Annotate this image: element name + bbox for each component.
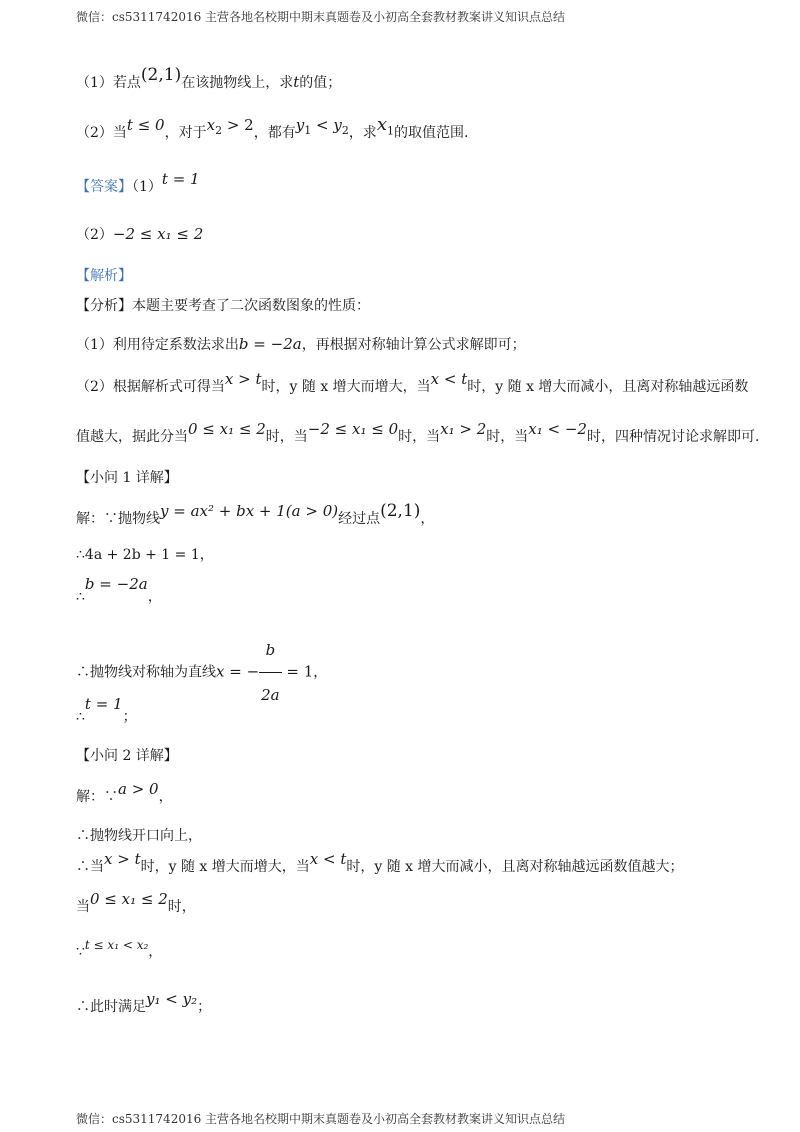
analysis-p3-cond4: x₁ < −2	[528, 420, 587, 438]
sub1-line-5	[76, 695, 137, 727]
sub1-l1-text-b: 经过点	[338, 511, 381, 527]
page-header: 微信：cs5311742016 主营各地名校期中期末真题卷及小初高全套教材教案讲义知识点总结	[76, 10, 566, 24]
sub2-label: 【小问 2 详解】	[76, 748, 178, 764]
sub2-line-4	[76, 890, 196, 917]
sub1-l4-fraction: $\frac{b}{2a}$	[259, 628, 282, 717]
sub1-label: 【小问 1 详解】	[76, 470, 178, 486]
answer-2-prefix: （2）	[76, 227, 113, 243]
analysis-intro: 【分析】本题主要考查了二次函数图象的性质：	[76, 298, 370, 314]
sub2-l3-text-b: 时，y 随 x 增大而增大，当	[140, 859, 310, 875]
answer-1: t = 1	[161, 170, 200, 188]
analysis-p1	[76, 334, 526, 355]
analysis-p1-text-b: ，再根据对称轴计算公式求解即可；	[301, 337, 526, 353]
sub2-l6-text-a: ∴此时满足	[76, 999, 146, 1015]
sub2-l3-cond2: x < t	[309, 850, 347, 868]
answer-2: −2 ≤ x₁ ≤ 2	[112, 225, 204, 243]
sub1-l4-x: x = −	[216, 662, 260, 681]
analysis-p2-cond2: x < t	[430, 370, 468, 388]
q2-ineq: $y_1 < y_2$	[295, 116, 349, 137]
analysis-p1-eq: b = −2a	[238, 335, 302, 353]
analysis-label: 【解析】	[76, 268, 132, 284]
question-2	[76, 114, 469, 149]
sub1-l4-text-b: ，	[313, 664, 328, 681]
analysis-p2	[76, 370, 749, 397]
q1-point: (2,1)	[140, 65, 182, 85]
q1-prefix: （1）若点	[76, 75, 141, 91]
question-1	[76, 65, 342, 93]
q1-suffix: 的值；	[299, 75, 342, 91]
analysis-p3-text-e: 时，四种情况讨论求解即可.	[586, 429, 760, 445]
sub2-l1-text-a: 解：∵	[76, 789, 118, 805]
sub2-l5-text-b: ，	[148, 944, 163, 960]
sub1-line-3	[76, 575, 162, 607]
analysis-p2-cond1: x > t	[224, 370, 262, 388]
q2-text1: ，对于	[164, 125, 207, 141]
sub2-l4-text-a: 当	[76, 899, 90, 915]
q2-text2: ，都有	[253, 125, 296, 141]
analysis-p3-text-d: 时，当	[486, 429, 529, 445]
sub2-line-6	[76, 990, 212, 1017]
sub1-l5-text-a: ∴	[76, 709, 85, 725]
sub1-line-1	[76, 501, 435, 529]
analysis-p2-text-c: 时，y 随 x 增大而减小，且离对称轴越远函数	[467, 379, 749, 395]
q1-t: t	[293, 73, 300, 91]
sub2-l3-cond1: x > t	[104, 850, 141, 868]
answer-label: 【答案】	[76, 179, 132, 195]
q2-cond1: t ≤ 0	[126, 116, 165, 134]
sub2-l1-text-b: ，	[158, 789, 173, 805]
sub1-l3-text-b: ，	[147, 589, 162, 605]
analysis-p3-text-b: 时，当	[265, 429, 308, 445]
sub1-l4-eq: = 1	[281, 662, 314, 681]
sub2-l3-text-a: ∴当	[76, 859, 104, 875]
q2-cond2: $x_2 > 2$	[206, 116, 254, 137]
answer-line-1	[76, 170, 200, 197]
sub2-line-1	[76, 780, 173, 807]
sub2-l5-eq: t ≤ x₁ < x₂	[84, 938, 149, 952]
q1-mid: 在该抛物线上，求	[181, 75, 294, 91]
sub1-l5-eq: t = 1	[84, 695, 123, 713]
analysis-p1-text-a: （1）利用待定系数法求出	[76, 337, 239, 353]
sub1-l5-text-b: ；	[122, 709, 137, 725]
sub1-line-2: ∴4a + 2b + 1 = 1，	[76, 547, 214, 563]
sub2-l6-eq: y₁ < y₂	[146, 990, 198, 1008]
sub2-line-5	[76, 938, 163, 962]
sub2-l5-text-a: ∵	[76, 944, 85, 960]
q2-prefix: （2）当	[76, 125, 127, 141]
sub2-l3-text-c: 时，y 随 x 增大而减小，且离对称轴越远函数值越大；	[346, 859, 684, 875]
analysis-p3-cond1: 0 ≤ x₁ ≤ 2	[188, 420, 266, 438]
analysis-p2-text-b: 时，y 随 x 增大而增大，当	[261, 379, 431, 395]
sub1-l3-text-a: ∴	[76, 589, 85, 605]
q2-suffix: 的取值范围.	[393, 125, 469, 141]
sub2-line-2: ∴抛物线开口向上，	[76, 828, 202, 844]
sub1-l4-text-a: ∴抛物线对称轴为直线	[76, 664, 216, 681]
sub1-l1-point: (2,1)	[380, 501, 421, 521]
analysis-p3-cond2: −2 ≤ x₁ ≤ 0	[307, 420, 399, 438]
q2-x1: $x_1$	[376, 114, 394, 138]
sub1-l1-text-a: 解：∵抛物线	[76, 511, 160, 527]
sub1-l1-text-c: ，	[420, 511, 435, 527]
analysis-p3-cond3: x₁ > 2	[440, 420, 487, 438]
q2-text3: ，求	[348, 125, 377, 141]
analysis-p2-text-a: （2）根据解析式可得当	[76, 379, 225, 395]
sub2-l4-text-b: 时，	[167, 899, 196, 915]
sub1-l1-eq: y = ax² + bx + 1(a > 0)	[160, 502, 339, 520]
analysis-p3-text-c: 时，当	[398, 429, 441, 445]
sub2-line-3	[76, 850, 684, 877]
sub2-l1-eq: a > 0	[118, 780, 159, 798]
sub2-l4-eq: 0 ≤ x₁ ≤ 2	[90, 890, 168, 908]
page-footer: 微信：cs5311742016 主营各地名校期中期末真题卷及小初高全套教材教案讲义知识点总结	[76, 1112, 566, 1126]
answer-line-2	[76, 224, 203, 245]
analysis-p3-text-a: 值越大，据此分当	[76, 429, 188, 445]
answer-1-prefix: （1）	[132, 179, 162, 195]
sub2-l6-text-b: ；	[197, 999, 212, 1015]
analysis-p3	[76, 420, 760, 447]
sub1-l3-eq: b = −2a	[84, 575, 148, 593]
